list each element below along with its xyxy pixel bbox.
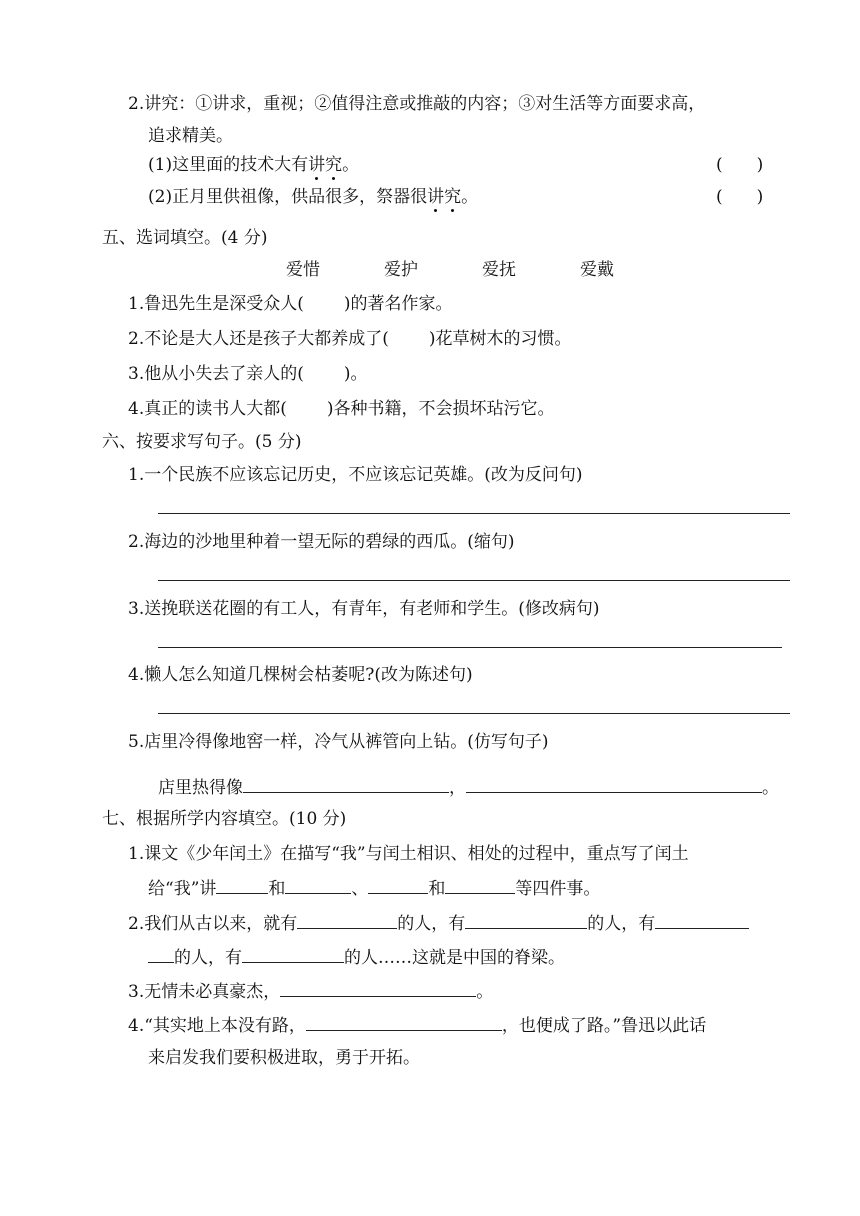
answer-paren-1[interactable]: ( ): [716, 155, 764, 175]
s5-item-4: 4.真正的读书人大都( )各种书籍，不会损坏玷污它。: [128, 399, 555, 419]
question-text: 。: [461, 187, 479, 207]
s7-q2-line1: 2.我们从古以来，就有 的人，有 的人，有: [128, 910, 749, 936]
s4-question-1: [148, 153, 359, 177]
word-bank: [286, 258, 678, 282]
s7-q4-line2: 来启发我们要积极进取，勇于开拓。: [148, 1048, 420, 1068]
s7-q2-line2: 的人，有 的人……这就是中国的脊梁。: [148, 944, 565, 970]
answer-blank[interactable]: [306, 1012, 502, 1031]
s7-q3: 3.无情未必真豪杰， 。: [128, 978, 493, 1004]
answer-line[interactable]: [158, 647, 782, 648]
emphasis-char: 讲: [308, 155, 326, 175]
answer-blank[interactable]: [445, 875, 515, 894]
s6-item-4: 4.懒人怎么知道几棵树会枯萎呢?(改为陈述句): [128, 665, 473, 685]
question-text: (2)正月里供祖像，供品很多，祭器很: [148, 187, 428, 207]
s7-title: 七、根据所学内容填空。(10 分): [102, 809, 347, 829]
answer-blank[interactable]: [465, 910, 587, 929]
answer-blank[interactable]: [297, 910, 397, 929]
answer-line[interactable]: [158, 513, 790, 514]
s6-item-1: 1.一个民族不应该忘记历史，不应该忘记英雄。(改为反问句): [128, 465, 583, 485]
answer-blank[interactable]: [148, 944, 174, 963]
s7-q4-line1: 4.“其实地上本没有路， ，也便成了路。”鲁迅以此话: [128, 1012, 706, 1038]
question-text: (1)这里面的技术大有: [148, 155, 309, 175]
answer-line[interactable]: [158, 713, 790, 714]
answer-blank[interactable]: [243, 774, 449, 793]
answer-blank[interactable]: [285, 875, 351, 894]
answer-paren-2[interactable]: ( ): [716, 187, 764, 207]
word-option: 爱护: [384, 260, 418, 280]
answer-blank[interactable]: [280, 978, 476, 997]
answer-blank[interactable]: [466, 774, 762, 793]
s4-item2-line1: 2.讲究：①讲求，重视；②值得注意或推敲的内容；③对生活等方面要求高，: [128, 94, 706, 114]
word-option: 爱戴: [580, 260, 614, 280]
word-option: 爱抚: [482, 260, 516, 280]
s5-item-3: 3.他从小失去了亲人的( )。: [128, 364, 368, 384]
s7-q1-line1: 1.课文《少年闰土》在描写“我”与闰土相识、相处的过程中，重点写了闰土: [128, 844, 689, 864]
emphasis-char: 究: [325, 155, 343, 175]
s6-title: 六、按要求写句子。(5 分): [102, 432, 302, 452]
question-text: 。: [342, 155, 360, 175]
answer-blank[interactable]: [368, 875, 428, 894]
emphasis-char: 究: [444, 187, 462, 207]
s6-fill-sentence: 店里热得像 ， 。: [158, 774, 779, 800]
word-option: 爱惜: [286, 260, 320, 280]
s5-title: 五、选词填空。(4 分): [102, 228, 268, 248]
answer-blank[interactable]: [655, 910, 749, 929]
s6-item-2: 2.海边的沙地里种着一望无际的碧绿的西瓜。(缩句): [128, 532, 515, 552]
s6-item-5: 5.店里冷得像地窖一样，冷气从裤管向上钻。(仿写句子): [128, 732, 549, 752]
answer-blank[interactable]: [216, 875, 268, 894]
answer-blank[interactable]: [242, 944, 344, 963]
s5-item-1: 1.鲁迅先生是深受众人( )的著名作家。: [128, 294, 453, 314]
s5-item-2: 2.不论是大人还是孩子大都养成了( )花草树木的习惯。: [128, 329, 572, 349]
s4-item2-line2: 追求精美。: [148, 126, 233, 146]
s6-item-3: 3.送挽联送花圈的有工人，有青年，有老师和学生。(修改病句): [128, 599, 600, 619]
answer-line[interactable]: [158, 580, 790, 581]
emphasis-char: 讲: [427, 187, 445, 207]
s4-question-2: [148, 185, 478, 209]
s7-q1-line2: 给“我”讲 和 、 和 等四件事。: [148, 875, 600, 901]
